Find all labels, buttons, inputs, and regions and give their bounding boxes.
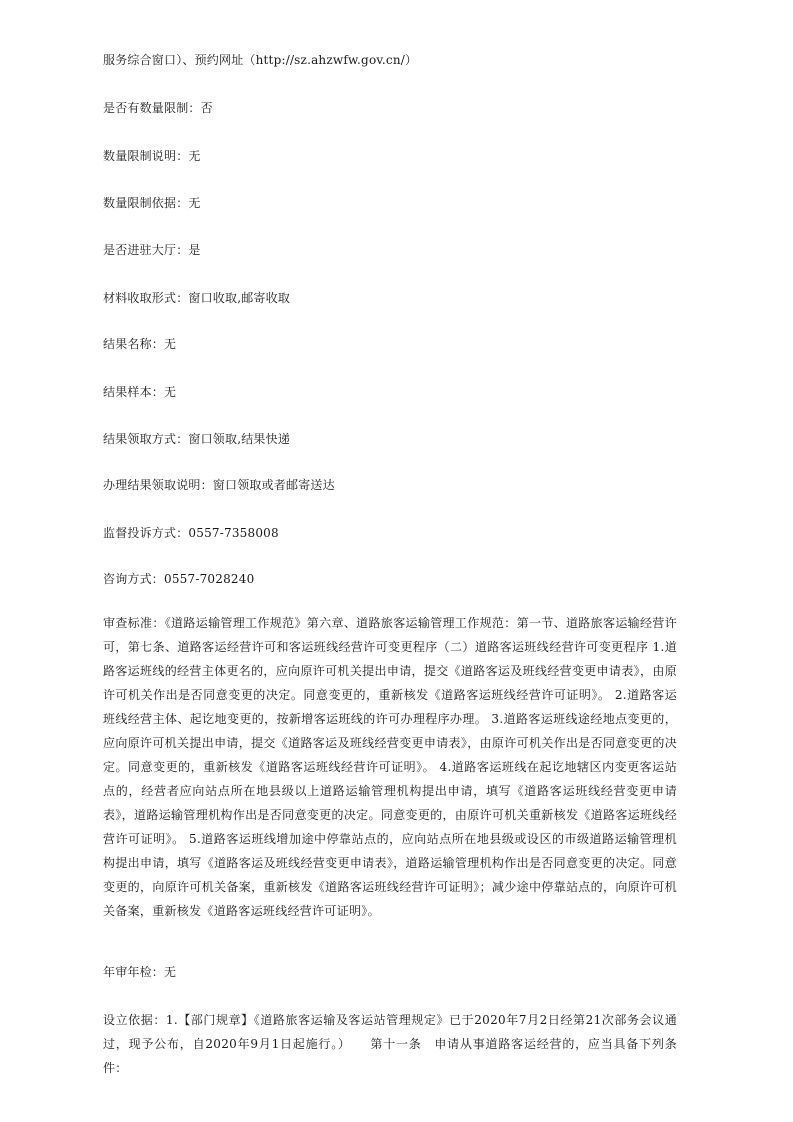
- legal-basis-paragraph: 设立依据：1.【部门规章】《道路旅客运输及客运站管理规定》已于2020年7月2日经第21次部务会议通过，现予公布，自2020年9月1日起施行。） 第十一条 申请从事道路客运经营的，应当具备下列条件：: [103, 1013, 677, 1075]
- result-pickup-method-line: 结果领取方式：窗口领取,结果快递: [103, 432, 291, 446]
- result-sample-line: 结果样本：无: [103, 385, 177, 399]
- result-name-line: 结果名称：无: [103, 337, 177, 351]
- material-collection-line: 材料收取形式：窗口收取,邮寄收取: [103, 291, 291, 305]
- quantity-limit-description-line: 数量限制说明：无: [103, 149, 201, 163]
- review-standard-paragraph: 审查标准：《道路运输管理工作规范》第六章、道路旅客运输管理工作规范：第一节、道路旅客运输经营许可，第七条、道路客运经营许可和客运班线经营许可变更程序（二）道路客运班线经营许可变更程序 1.道路客运班线的经营主体更名的，应向原许可机关提出申请，提交《道路客运及班线经营变更申请表》，由原许可机关作出是否同意变更的决定。同意变更的，重新核发《道路客运班线经营许可证明》。 2.道路客运班线经营主体、起讫地变更的，按新增客运班线的许可办理程序办理。 3.道路客运班线途经地点变更的，应向原许可机关提出申请，提交《道路客运及班线经营变更申请表》，由原许可机关作出是否同意变更的决定。同意变更的，重新核发《道路客运班线经营许可证明》。 4.道路客运班线在起讫地辖区内变更客运站点的，经营者应向站点所在地县级以上道路运输管理机构提出申请，填写《道路客运班线经营变更申请表》，道路运输管理机构作出是否同意变更的决定。同意变更的，由原许可机关重新核发《道路客运班线经营许可证明》。 5.道路客运班线增加途中停靠站点的，应向站点所在地县级或设区的市级道路运输管理机构提出申请，填写《道路客运及班线经营变更申请表》，道路运输管理机构作出是否同意变更的决定。同意变更的，向原许可机关备案，重新核发《道路客运班线经营许可证明》；减少途中停靠站点的，向原许可机关备案，重新核发《道路客运班线经营许可证明》。: [103, 616, 677, 918]
- appointment-url-line: 服务综合窗口）、预约网址（http://sz.ahzwfw.gov.cn/）: [103, 53, 418, 67]
- quantity-limit-basis-line: 数量限制依据：无: [103, 196, 201, 210]
- quantity-limit-line: 是否有数量限制：否: [103, 101, 213, 115]
- annual-review-line: 年审年检：无: [103, 965, 177, 979]
- hall-entry-line: 是否进驻大厅：是: [103, 243, 201, 257]
- complaint-contact-line: 监督投诉方式：0557-7358008: [103, 526, 279, 540]
- consultation-contact-line: 咨询方式：0557-7028240: [103, 572, 255, 586]
- result-pickup-description-line: 办理结果领取说明：窗口领取或者邮寄送达: [103, 478, 335, 492]
